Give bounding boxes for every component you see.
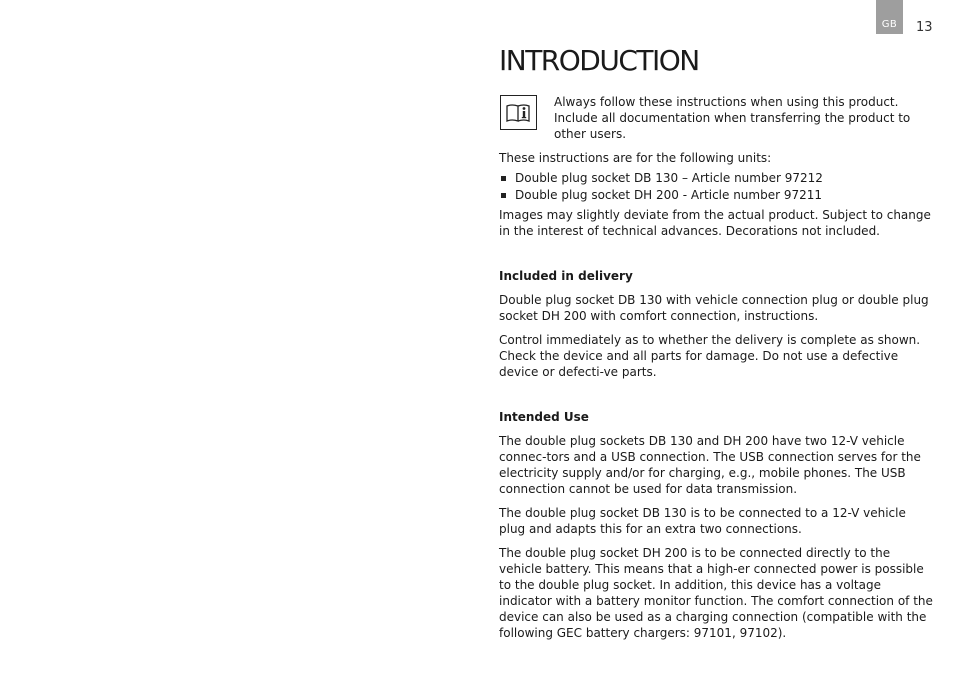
page-title: INTRODUCTION <box>499 44 699 77</box>
unit-text: Double plug socket DB 130 – Article number 97212 <box>515 171 823 185</box>
included-heading: Included in delivery <box>499 269 633 283</box>
list-item <box>499 170 933 186</box>
list-item <box>499 187 933 203</box>
included-paragraph: Control immediately as to whether the delivery is complete as shown. Check the device and all parts for damage. Do not use a defective device or defecti-ve parts. <box>499 333 921 379</box>
unit-list <box>499 170 933 203</box>
page-number: 13 <box>916 20 933 35</box>
included-paragraph: Double plug socket DB 130 with vehicle connection plug or double plug socket DH 200 with comfort connection, instructions. <box>499 293 929 323</box>
disclaimer: Images may slightly deviate from the actual product. Subject to change in the interest of technical advances. Decorations not included. <box>499 208 931 238</box>
intended-use-paragraph: The double plug socket DH 200 is to be connected directly to the vehicle battery. This means that a high-er connected power is possible to the double plug socket. In addition, this device has a voltage indicator with a battery monitor function. The comfort connection of the device can also be used as a charging connection (compatible with the following GEC battery chargers: 97101, 97102). <box>499 546 933 640</box>
intro-lead: These instructions are for the following units: <box>499 151 772 165</box>
info-notice-line: Include all documentation when transferring the product to other users. <box>554 111 911 141</box>
intended-use-heading: Intended Use <box>499 410 589 424</box>
language-tab-label: GB <box>881 19 898 30</box>
intended-use-paragraph: The double plug sockets DB 130 and DH 200 have two 12-V vehicle connec-tors and a USB connection. The USB connection serves for the electricity supply and/or for charging, e.g., mobile phones. The USB connection cannot be used for data transmission. <box>499 434 921 496</box>
language-tab <box>876 0 903 34</box>
info-notice-line: Always follow these instructions when using this product. <box>554 95 899 109</box>
info-notice <box>554 94 934 142</box>
intended-use-paragraph: The double plug socket DB 130 is to be connected to a 12-V vehicle plug and adapts this for an extra two connections. <box>499 506 906 536</box>
book-info-icon <box>500 95 537 130</box>
unit-text: Double plug socket DH 200 - Article number 97211 <box>515 188 823 202</box>
bullet-icon <box>501 193 506 198</box>
main-content <box>499 150 933 649</box>
bullet-icon <box>501 176 506 181</box>
